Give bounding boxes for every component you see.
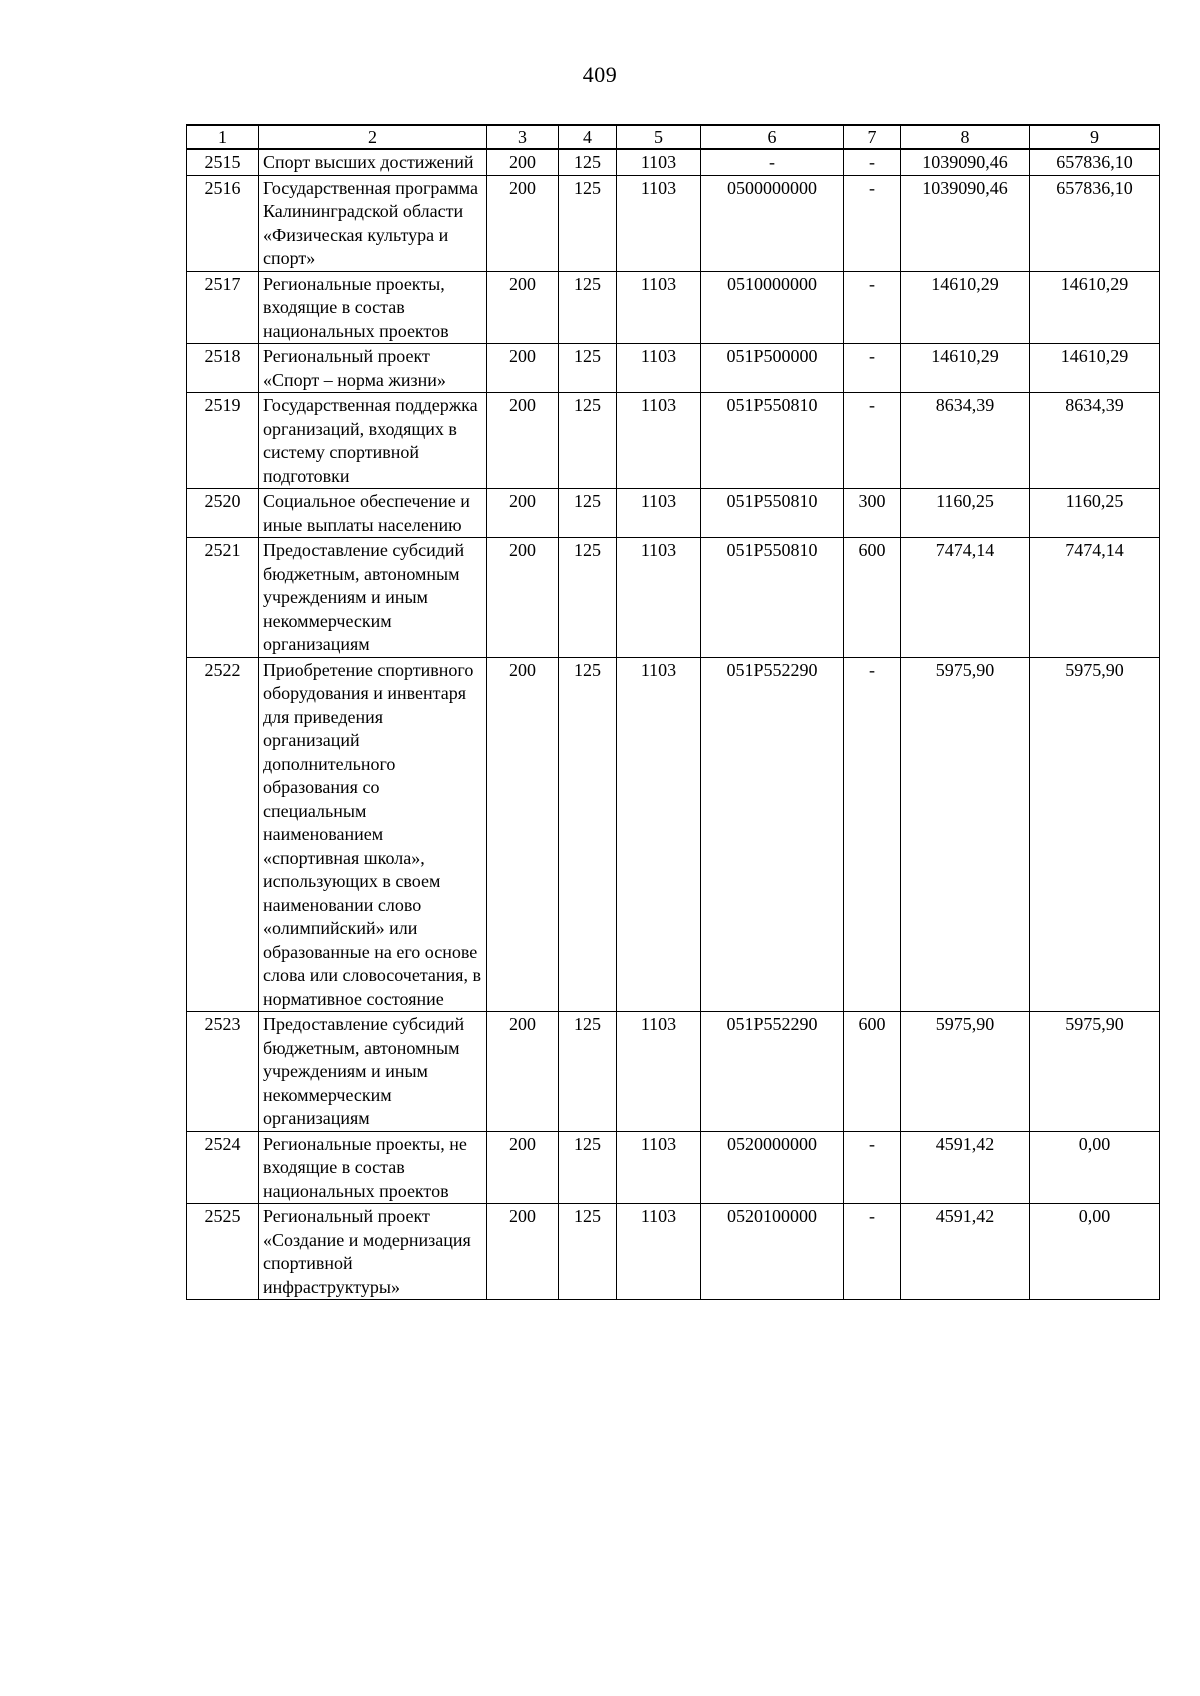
- cell-col3: 200: [487, 538, 559, 658]
- cell-col3: 200: [487, 1204, 559, 1300]
- row-name: Региональные проекты, не входящие в состав национальных проектов: [259, 1131, 487, 1204]
- header-cell: 6: [701, 125, 844, 149]
- cell-col8: 1039090,46: [901, 175, 1030, 271]
- row-number: 2522: [187, 657, 259, 1012]
- cell-col8: 8634,39: [901, 393, 1030, 489]
- cell-col7: -: [844, 149, 901, 175]
- row-number: 2521: [187, 538, 259, 658]
- cell-col6: 051P552290: [701, 657, 844, 1012]
- row-number: 2524: [187, 1131, 259, 1204]
- cell-col9: 1160,25: [1030, 489, 1160, 538]
- cell-col4: 125: [559, 538, 617, 658]
- cell-col7: -: [844, 393, 901, 489]
- cell-col7: -: [844, 1204, 901, 1300]
- header-cell: 5: [617, 125, 701, 149]
- cell-col5: 1103: [617, 1131, 701, 1204]
- cell-col5: 1103: [617, 489, 701, 538]
- header-row: [187, 125, 1160, 149]
- table-row: [187, 489, 1160, 538]
- cell-col6: -: [701, 149, 844, 175]
- cell-col8: 7474,14: [901, 538, 1030, 658]
- cell-col5: 1103: [617, 149, 701, 175]
- cell-col4: 125: [559, 1012, 617, 1132]
- cell-col8: 1039090,46: [901, 149, 1030, 175]
- cell-col5: 1103: [617, 175, 701, 271]
- cell-col4: 125: [559, 1204, 617, 1300]
- cell-col8: 4591,42: [901, 1131, 1030, 1204]
- cell-col8: 1160,25: [901, 489, 1030, 538]
- row-number: 2515: [187, 149, 259, 175]
- cell-col3: 200: [487, 393, 559, 489]
- header-cell: 4: [559, 125, 617, 149]
- cell-col3: 200: [487, 657, 559, 1012]
- cell-col5: 1103: [617, 538, 701, 658]
- cell-col5: 1103: [617, 657, 701, 1012]
- cell-col6: 051P552290: [701, 1012, 844, 1132]
- cell-col3: 200: [487, 149, 559, 175]
- cell-col9: 14610,29: [1030, 271, 1160, 344]
- row-number: 2525: [187, 1204, 259, 1300]
- cell-col7: -: [844, 657, 901, 1012]
- cell-col4: 125: [559, 149, 617, 175]
- cell-col6: 051P500000: [701, 344, 844, 393]
- header-cell: 9: [1030, 125, 1160, 149]
- table-row: [187, 393, 1160, 489]
- cell-col5: 1103: [617, 1204, 701, 1300]
- header-cell: 1: [187, 125, 259, 149]
- cell-col6: 0510000000: [701, 271, 844, 344]
- row-name: Социальное обеспечение и иные выплаты населению: [259, 489, 487, 538]
- cell-col6: 0520100000: [701, 1204, 844, 1300]
- cell-col6: 051P550810: [701, 489, 844, 538]
- row-name: Спорт высших достижений: [259, 149, 487, 175]
- table-row: [187, 175, 1160, 271]
- cell-col7: -: [844, 271, 901, 344]
- cell-col5: 1103: [617, 393, 701, 489]
- cell-col7: 300: [844, 489, 901, 538]
- cell-col8: 14610,29: [901, 344, 1030, 393]
- cell-col7: -: [844, 1131, 901, 1204]
- cell-col9: 0,00: [1030, 1204, 1160, 1300]
- cell-col3: 200: [487, 489, 559, 538]
- header-cell: 8: [901, 125, 1030, 149]
- cell-col9: 0,00: [1030, 1131, 1160, 1204]
- cell-col9: 14610,29: [1030, 344, 1160, 393]
- row-number: 2519: [187, 393, 259, 489]
- cell-col6: 051P550810: [701, 393, 844, 489]
- cell-col5: 1103: [617, 344, 701, 393]
- header-cell: 3: [487, 125, 559, 149]
- cell-col3: 200: [487, 1012, 559, 1132]
- cell-col7: 600: [844, 538, 901, 658]
- cell-col9: 5975,90: [1030, 657, 1160, 1012]
- cell-col6: 0500000000: [701, 175, 844, 271]
- cell-col4: 125: [559, 271, 617, 344]
- row-name: Региональный проект «Создание и модернизация спортивной инфраструктуры»: [259, 1204, 487, 1300]
- row-name: Приобретение спортивного оборудования и инвентаря для приведения организаций дополнительного образования со специальным наименованием «спортивная школа», использующих в своем наименовании слово «олимпийский» или образованные на его основе слова или словосочетания, в нормативное состояние: [259, 657, 487, 1012]
- table-row: [187, 657, 1160, 1012]
- cell-col3: 200: [487, 271, 559, 344]
- row-number: 2520: [187, 489, 259, 538]
- cell-col3: 200: [487, 344, 559, 393]
- cell-col4: 125: [559, 1131, 617, 1204]
- table-row: [187, 149, 1160, 175]
- budget-table: [186, 124, 1160, 1300]
- row-number: 2517: [187, 271, 259, 344]
- table-row: [187, 1204, 1160, 1300]
- cell-col4: 125: [559, 344, 617, 393]
- table-row: [187, 271, 1160, 344]
- row-name: Региональные проекты, входящие в состав национальных проектов: [259, 271, 487, 344]
- cell-col6: 051P550810: [701, 538, 844, 658]
- cell-col7: 600: [844, 1012, 901, 1132]
- cell-col9: 7474,14: [1030, 538, 1160, 658]
- table-row: [187, 1131, 1160, 1204]
- row-number: 2523: [187, 1012, 259, 1132]
- cell-col9: 8634,39: [1030, 393, 1160, 489]
- table-row: [187, 1012, 1160, 1132]
- cell-col8: 14610,29: [901, 271, 1030, 344]
- cell-col8: 4591,42: [901, 1204, 1030, 1300]
- cell-col5: 1103: [617, 271, 701, 344]
- row-name: Государственная программа Калининградской области «Физическая культура и спорт»: [259, 175, 487, 271]
- cell-col4: 125: [559, 657, 617, 1012]
- row-number: 2518: [187, 344, 259, 393]
- cell-col7: -: [844, 175, 901, 271]
- row-number: 2516: [187, 175, 259, 271]
- page-number: 409: [582, 62, 618, 87]
- cell-col5: 1103: [617, 1012, 701, 1132]
- cell-col8: 5975,90: [901, 657, 1030, 1012]
- header-cell: 7: [844, 125, 901, 149]
- cell-col9: 5975,90: [1030, 1012, 1160, 1132]
- cell-col3: 200: [487, 175, 559, 271]
- cell-col4: 125: [559, 175, 617, 271]
- row-name: Государственная поддержка организаций, входящих в систему спортивной подготовки: [259, 393, 487, 489]
- cell-col8: 5975,90: [901, 1012, 1030, 1132]
- row-name: Предоставление субсидий бюджетным, автономным учреждениям и иным некоммерческим организациям: [259, 538, 487, 658]
- cell-col3: 200: [487, 1131, 559, 1204]
- cell-col6: 0520000000: [701, 1131, 844, 1204]
- cell-col9: 657836,10: [1030, 175, 1160, 271]
- cell-col4: 125: [559, 489, 617, 538]
- table-row: [187, 538, 1160, 658]
- cell-col7: -: [844, 344, 901, 393]
- header-cell: 2: [259, 125, 487, 149]
- cell-col4: 125: [559, 393, 617, 489]
- cell-col9: 657836,10: [1030, 149, 1160, 175]
- row-name: Региональный проект «Спорт – норма жизни»: [259, 344, 487, 393]
- row-name: Предоставление субсидий бюджетным, автономным учреждениям и иным некоммерческим организациям: [259, 1012, 487, 1132]
- table-row: [187, 344, 1160, 393]
